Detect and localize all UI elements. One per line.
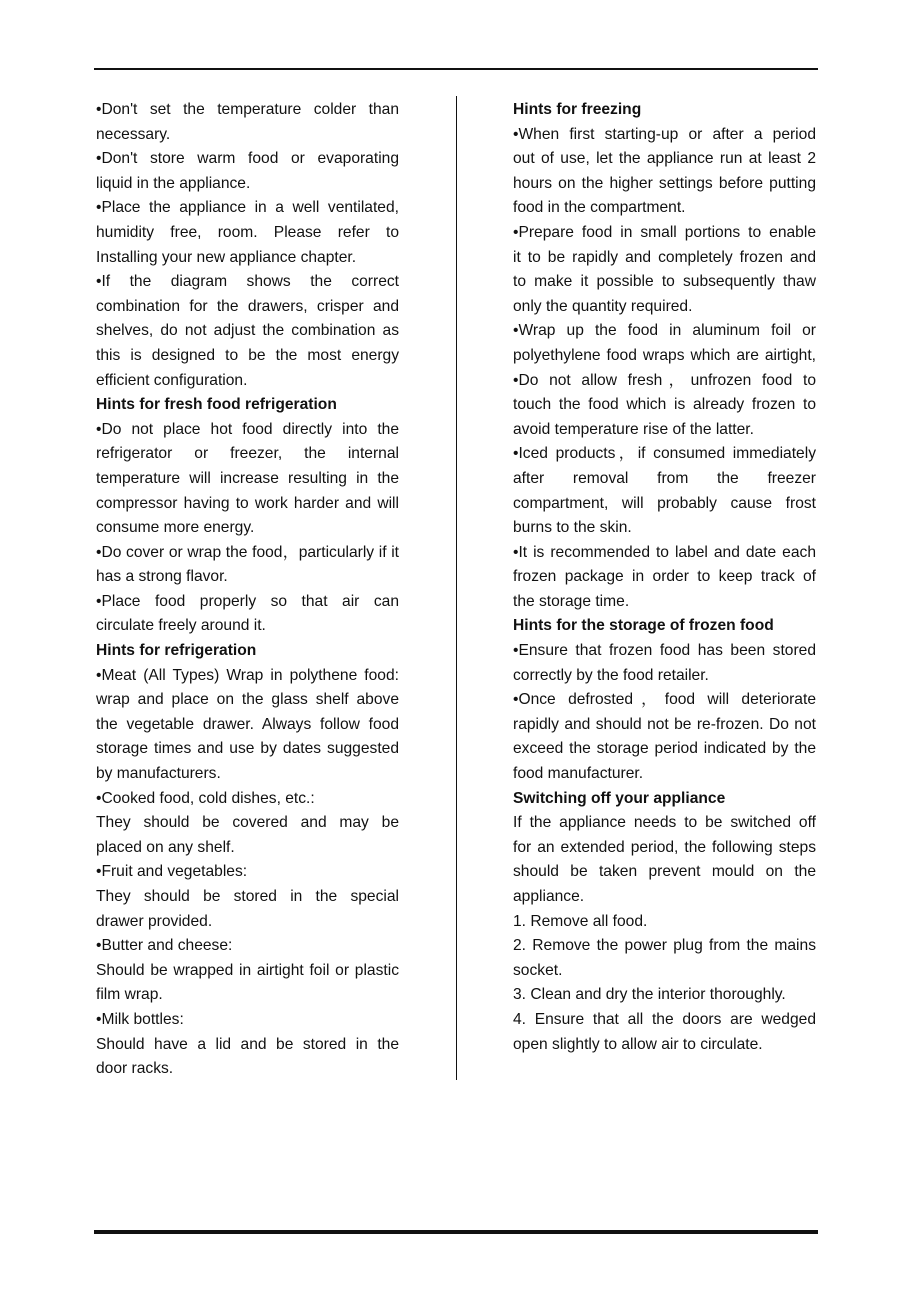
text-line: •It is recommended to label and date each	[513, 543, 816, 561]
text-line: •Do cover or wrap the food，particularly if it	[96, 543, 399, 561]
text-line: exceed the storage period indicated by the	[513, 740, 816, 758]
text-line: •Do not place hot food directly into the	[96, 420, 399, 438]
text-line: Should have a lid and be stored in the	[96, 1035, 399, 1053]
text-line: •Butter and cheese:	[96, 937, 233, 955]
text-line: touch the food which is already frozen to	[513, 396, 816, 414]
text-line: rapidly and should not be re-frozen. Do not	[513, 715, 816, 733]
text-line: has a strong flavor.	[96, 568, 228, 586]
text-line: If the appliance needs to be switched off	[513, 814, 816, 832]
text-line: placed on any shelf.	[96, 838, 235, 856]
column-divider	[456, 96, 457, 1080]
text-line: 3. Clean and dry the interior thoroughly.	[513, 986, 786, 1004]
text-line: film wrap.	[96, 986, 163, 1004]
text-line: consume more energy.	[96, 519, 255, 537]
text-line: 4. Ensure that all the doors are wedged	[513, 1010, 816, 1028]
text-line: this is designed to be the most energy	[96, 346, 399, 364]
text-line: •Don't set the temperature colder than	[96, 101, 399, 118]
text-line: combination for the drawers, crisper and	[96, 297, 399, 315]
text-line: socket.	[513, 961, 563, 979]
text-line: They should be covered and may be	[96, 814, 399, 832]
text-line: necessary.	[96, 125, 171, 143]
text-line: refrigerator or freezer, the internal	[96, 445, 399, 463]
text-line: only the quantity required.	[513, 297, 693, 315]
section-heading: Hints for the storage of frozen food	[513, 617, 774, 635]
text-line: compartment, will probably cause frost	[513, 494, 816, 512]
text-line: avoid temperature rise of the latter.	[513, 420, 754, 438]
text-line: 1. Remove all food.	[513, 912, 648, 930]
text-line: burns to the skin.	[513, 519, 632, 537]
text-line: shelves, do not adjust the combination as	[96, 322, 399, 340]
text-line: efficient configuration.	[96, 371, 248, 389]
section-heading: Switching off your appliance	[513, 789, 726, 807]
text-line: should be taken prevent mould on the	[513, 863, 816, 881]
text-line: Should be wrapped in airtight foil or plastic	[96, 961, 399, 979]
text-line: •Ensure that frozen food has been stored	[513, 642, 816, 660]
text-line: food in the compartment.	[513, 199, 686, 217]
bottom-rule	[94, 1230, 818, 1234]
text-line: •Do not allow fresh，unfrozen food to	[513, 371, 816, 389]
text-line: it to be rapidly and completely frozen and	[513, 248, 816, 266]
text-line: correctly by the food retailer.	[513, 666, 709, 684]
text-line: •Fruit and vegetables:	[96, 863, 248, 881]
text-line: frozen package in order to keep track of	[513, 568, 816, 586]
text-line: •Milk bottles:	[96, 1010, 184, 1028]
left-column	[96, 98, 399, 1082]
text-line: storage times and use by dates suggested	[96, 740, 399, 758]
text-line: They should be stored in the special	[96, 888, 399, 905]
text-line: •Meat (All Types) Wrap in polythene food:	[96, 666, 399, 684]
text-line: •If the diagram shows the correct	[96, 273, 399, 291]
right-column	[513, 98, 816, 1057]
text-line: •When first starting-up or after a period	[513, 125, 816, 143]
text-line: liquid in the appliance.	[96, 174, 251, 192]
text-line: by manufacturers.	[96, 765, 221, 783]
section-heading: Hints for refrigeration	[96, 642, 257, 660]
text-line: drawer provided.	[96, 912, 213, 930]
text-line: •Cooked food, cold dishes, etc.:	[96, 789, 315, 807]
text-line: to make it possible to subsequently thaw	[513, 273, 816, 291]
text-line: door racks.	[96, 1060, 174, 1078]
text-line: polyethylene food wraps which are airtight,	[513, 346, 816, 364]
text-line: for an extended period, the following steps	[513, 838, 816, 856]
text-line: compressor having to work harder and will	[96, 494, 399, 512]
text-line: open slightly to allow air to circulate.	[513, 1035, 763, 1053]
text-line: •Once defrosted，food will deteriorate	[513, 691, 816, 709]
text-line: the vegetable drawer. Always follow food	[96, 715, 399, 733]
text-line: Installing your new appliance chapter.	[96, 248, 357, 266]
text-line: •Wrap up the food in aluminum foil or	[513, 322, 816, 340]
text-line: temperature will increase resulting in the	[96, 469, 399, 487]
section-heading: Hints for freezing	[513, 101, 642, 118]
text-line: circulate freely around it.	[96, 617, 266, 635]
text-line: 2. Remove the power plug from the mains	[513, 937, 816, 955]
section-heading: Hints for fresh food refrigeration	[96, 396, 337, 414]
text-line: •Don't store warm food or evaporating	[96, 150, 399, 168]
text-line: the storage time.	[513, 592, 630, 610]
text-line: •Iced products，if consumed immediately	[513, 445, 816, 463]
text-line: out of use, let the appliance run at least 2	[513, 150, 816, 168]
top-rule	[94, 68, 818, 70]
text-line: •Place food properly so that air can	[96, 592, 399, 610]
text-line: •Prepare food in small portions to enable	[513, 223, 816, 241]
text-line: after removal from the freezer	[513, 469, 816, 487]
text-line: •Place the appliance in a well ventilated,	[96, 199, 399, 217]
text-line: food manufacturer.	[513, 765, 644, 783]
text-line: hours on the higher settings before putting	[513, 174, 816, 192]
text-line: appliance.	[513, 888, 585, 905]
text-line: wrap and place on the glass shelf above	[96, 691, 399, 709]
text-line: humidity free, room. Please refer to	[96, 223, 399, 241]
